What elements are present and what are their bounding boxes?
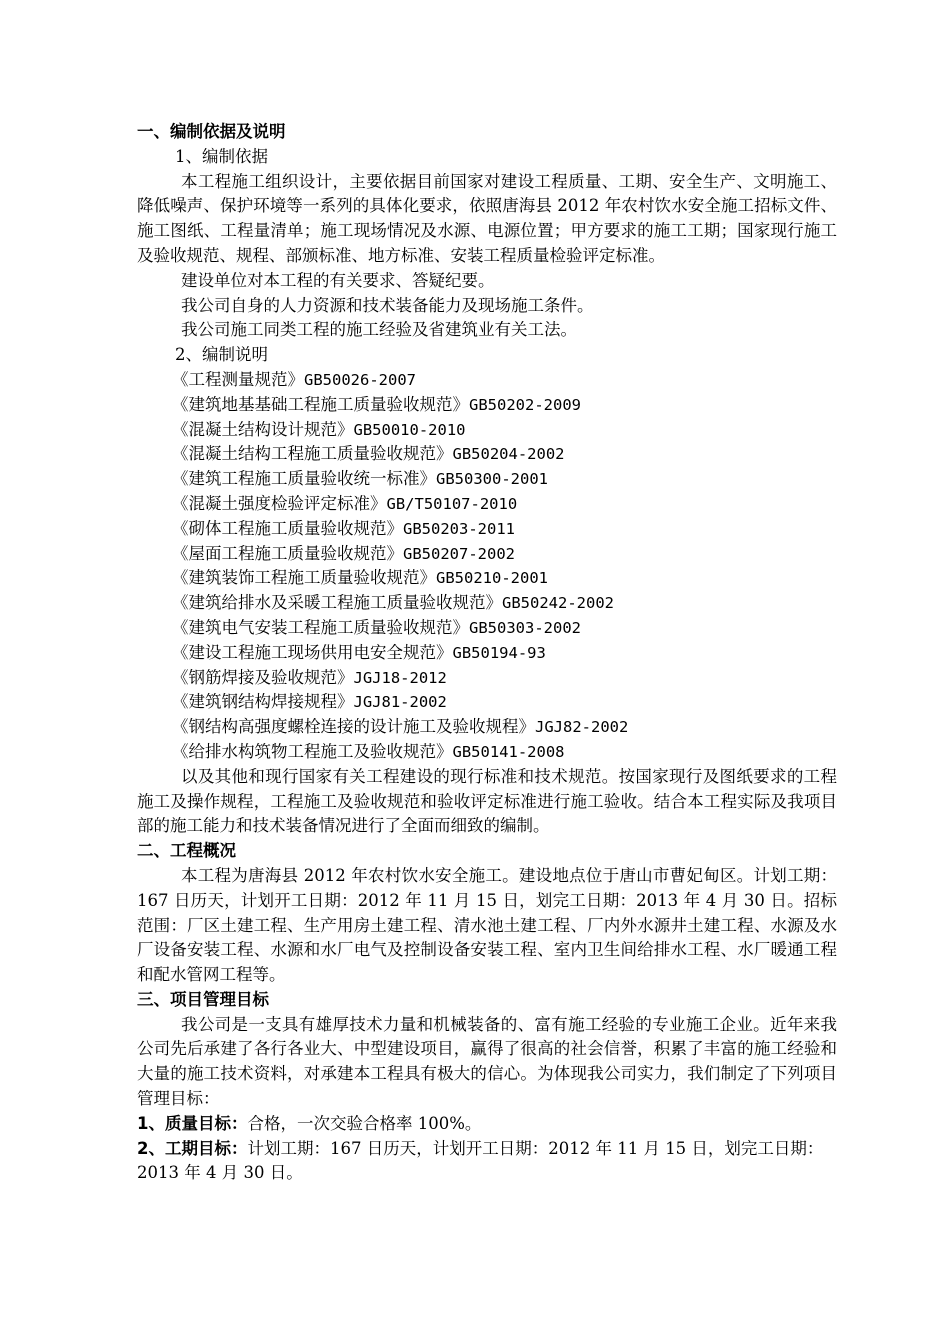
standard-item [137,566,837,591]
goal-quality [137,1112,837,1137]
standard-name: 《给排水构筑物工程施工及验收规范》 [172,741,453,761]
standard-name: 《建筑钢结构焊接规程》 [172,692,354,712]
goal-schedule-text: 计划工期：167 日历天，计划开工日期：2012 年 11 月 15 日，划完工日期：2013 年 4 月 30 日。 [137,1138,824,1183]
standard-item [137,418,837,443]
subheading-notes: 2、编制说明 [175,345,268,365]
paragraph-goals-intro: 我公司是一支具有雄厚技术力量和机械装备的、富有施工经验的专业施工企业。近年来我公司先后承建了各行各业大、中型建设项目，赢得了很高的社会信誉，积累了丰富的施工经验和大量的施工技术资料，对承建本工程具有极大的信心。为体现我公司实力，我们制定了下列项目管理目标： [137,1014,837,1109]
standard-code: GB50010-2010 [353,420,466,439]
standard-name: 《砌体工程施工质量验收规范》 [172,518,403,538]
standard-item [137,616,837,641]
paragraph-overview: 本工程为唐海县 2012 年农村饮水安全施工。建设地点位于唐山市曹妃甸区。计划工期：167 日历天，计划开工日期：2012 年 11 月 15 日，划完工日期：2013 年 4 月 30 日。招标范围：厂区土建工程、生产用房土建工程、清水池土建工程、厂内外水源井土建工程、水源及水厂设备安装工程、水源和水厂电气及控制设备安装工程、室内卫生间给排水工程、水厂暖通工程和配水管网工程等。 [137,865,837,985]
standard-code: GB50210-2001 [436,569,548,588]
section-heading-overview: 二、工程概况 [137,841,236,861]
subheading-basis: 1、编制依据 [175,146,268,166]
standard-item [137,368,837,393]
goal-quality-text: 合格，一次交验合格率 100%。 [247,1113,482,1133]
standard-code: GB50026-2007 [304,370,416,389]
standard-item [137,542,837,567]
standard-name: 《建筑装饰工程施工质量验收规范》 [172,568,436,588]
standard-item [137,690,837,715]
paragraph-notes-summary: 以及其他和现行国家有关工程建设的现行标准和技术规范。按国家现行及图纸要求的工程施工及操作规程，工程施工及验收规范和验收评定标准进行施工验收。结合本工程实际及我项目部的施工能力和技术装备情况进行了全面而细致的编制。 [137,766,837,836]
standard-code: GB50194-93 [452,643,546,662]
standard-code: GB50303-2002 [469,618,581,637]
standard-item [137,517,837,542]
standard-name: 《工程测量规范》 [172,369,304,389]
standard-code: GB50141-2008 [452,742,565,761]
standard-item [137,492,837,517]
standard-code: GB50203-2011 [403,519,515,538]
standard-name: 《屋面工程施工质量验收规范》 [172,543,403,563]
standard-item [137,442,837,467]
standard-item [137,666,837,691]
standard-code: GB50204-2002 [452,445,565,464]
standard-code: JGJ82-2002 [535,718,629,737]
paragraph-basis-main: 本工程施工组织设计，主要依据目前国家对建设工程质量、工期、安全生产、文明施工、降低噪声、保护环境等一系列的具体化要求，依照唐海县 2012 年农村饮水安全施工招标文件、施工图纸、工程量清单；施工现场情况及水源、电源位置；甲方要求的施工工期；国家现行施工及验收规范、规程、部颁标准、地方标准、安装工程质量检验评定标准。 [137,171,837,265]
standard-code: JGJ81-2002 [353,693,447,712]
standard-name: 《建设工程施工现场供用电安全规范》 [172,642,453,662]
standard-name: 《混凝土结构设计规范》 [172,419,354,439]
standard-name: 《混凝土结构工程施工质量验收规范》 [172,444,453,464]
section-heading-basis: 一、编制依据及说明 [137,122,286,141]
section-heading-goals: 三、项目管理目标 [137,989,269,1009]
document-page [137,120,837,1186]
standard-code: GB50202-2009 [469,395,581,414]
standard-item [137,641,837,666]
standard-item [137,467,837,492]
standard-name: 《钢结构高强度螺栓连接的设计施工及验收规程》 [172,717,535,737]
goal-schedule [137,1137,837,1187]
standard-item [137,393,837,418]
standards-list [137,368,837,765]
standard-name: 《建筑工程施工质量验收统一标准》 [172,469,436,489]
goal-quality-label: 1、质量目标： [137,1113,248,1133]
standard-code: GB50242-2002 [502,594,614,613]
standard-name: 《混凝土强度检验评定标准》 [172,493,387,513]
standard-name: 《钢筋焊接及验收规范》 [172,667,354,687]
standard-item [137,740,837,765]
goal-schedule-label: 2、工期目标： [137,1138,248,1158]
paragraph-basis-client: 建设单位对本工程的有关要求、答疑纪要。 [181,270,495,290]
standard-name: 《建筑电气安装工程施工质量验收规范》 [172,617,469,637]
standard-code: GB50207-2002 [403,544,515,563]
standard-name: 《建筑地基基础工程施工质量验收规范》 [172,394,469,414]
standard-code: JGJ18-2012 [353,668,447,687]
standard-name: 《建筑给排水及采暖工程施工质量验收规范》 [172,593,502,613]
paragraph-basis-resources: 我公司自身的人力资源和技术装备能力及现场施工条件。 [181,295,594,315]
standard-item [137,591,837,616]
standard-item [137,715,837,740]
paragraph-basis-experience: 我公司施工同类工程的施工经验及省建筑业有关工法。 [181,320,577,340]
standard-code: GB/T50107-2010 [386,494,518,513]
standard-code: GB50300-2001 [436,470,548,489]
